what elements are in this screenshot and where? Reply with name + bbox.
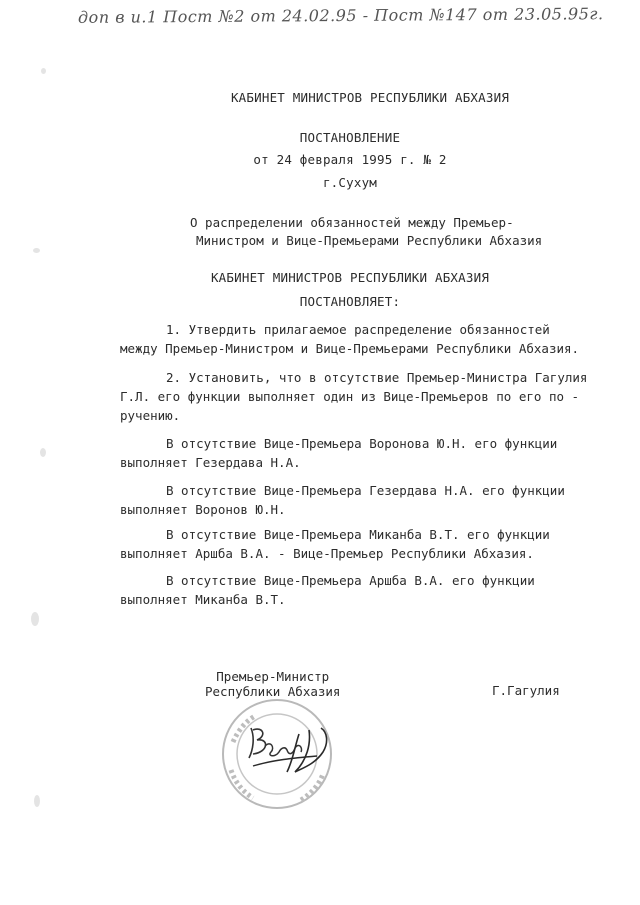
scan-speck <box>41 68 46 74</box>
paragraph-1 <box>120 320 612 358</box>
paragraph-line: между Премьер-Министром и Вице-Премьерами Республики Абхазия. <box>120 341 580 356</box>
official-seal <box>213 690 348 815</box>
paragraph-3 <box>120 434 612 472</box>
paragraph-line: В отсутствие Вице-Премьера Аршба В.А. его функции <box>166 573 535 588</box>
paragraph-line: В отсутствие Вице-Премьера Гезердава Н.А. его функции <box>166 483 565 498</box>
scan-speck <box>34 795 40 807</box>
scan-speck <box>33 248 40 253</box>
signatory-title <box>205 669 340 699</box>
paragraph-4 <box>120 481 612 519</box>
document-subject <box>190 214 542 250</box>
paragraph-line: ручению. <box>120 408 181 423</box>
paragraph-line: выполняет Воронов Ю.Н. <box>120 502 286 517</box>
paragraph-line: Г.Л. его функции выполняет один из Вице-Премьеров по его по - <box>120 389 580 404</box>
document-type: ПОСТАНОВЛЕНИЕ <box>299 130 401 145</box>
subject-line: О распределении обязанностей между Премьер- <box>190 215 514 230</box>
signatory-title-line: Премьер-Министр <box>216 669 330 684</box>
subject-line: Министром и Вице-Премьерами Республики Абхазия <box>196 233 543 248</box>
document-date: от 24 февраля 1995 г. № 2 <box>253 152 447 167</box>
paragraph-line: В отсутствие Вице-Премьера Воронова Ю.Н. его функции <box>166 436 558 451</box>
preamble-decides: ПОСТАНОВЛЯЕТ: <box>299 294 401 309</box>
paragraph-line: 2. Установить, что в отсутствие Премьер-Министра Гагулия <box>166 370 588 385</box>
document-place: г.Сухум <box>322 175 378 190</box>
scan-speck <box>31 612 39 626</box>
paragraph-line: В отсутствие Вице-Премьера Миканба В.Т. его функции <box>166 527 550 542</box>
handwritten-annotation: доп в и.1 Пост №2 от 24.02.95 - Пост №147 от 23.05.95г. <box>77 4 604 27</box>
paragraph-6 <box>120 571 612 609</box>
paragraph-line: выполняет Гезердава Н.А. <box>120 455 301 470</box>
paragraph-5 <box>120 525 612 563</box>
paragraph-line: 1. Утвердить прилагаемое распределение обязанностей <box>166 322 550 337</box>
preamble-authority: КАБИНЕТ МИНИСТРОВ РЕСПУБЛИКИ АБХАЗИЯ <box>210 270 490 285</box>
authority-heading: КАБИНЕТ МИНИСТРОВ РЕСПУБЛИКИ АБХАЗИЯ <box>230 90 510 105</box>
scan-speck <box>40 448 46 457</box>
paragraph-line: выполняет Миканба В.Т. <box>120 592 286 607</box>
paragraph-line: выполняет Аршба В.А. - Вице-Премьер Республики Абхазия. <box>120 546 534 561</box>
signatory-title-line: Республики Абхазия <box>205 684 341 699</box>
signatory-name: Г.Гагулия <box>492 683 560 698</box>
paragraph-2 <box>120 368 612 425</box>
